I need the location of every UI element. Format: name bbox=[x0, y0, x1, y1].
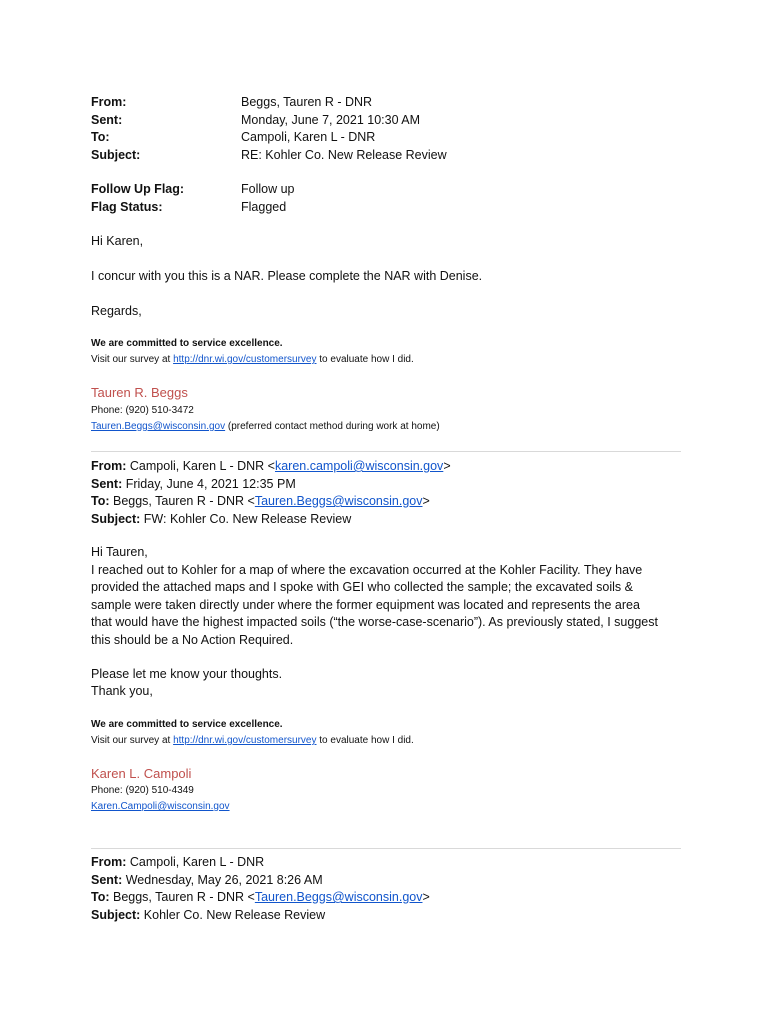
fwd1-header bbox=[91, 458, 451, 528]
msg2-thanks: Thank you, bbox=[91, 684, 153, 698]
msg2-commitment bbox=[91, 717, 283, 733]
fwd1-from-email[interactable]: karen.campoli@wisconsin.gov bbox=[274, 459, 444, 473]
fwd1-to-close: > bbox=[422, 494, 430, 508]
divider bbox=[91, 848, 681, 849]
fwd2-subject-label: Subject: bbox=[91, 907, 141, 922]
header-flag-row bbox=[91, 181, 447, 199]
fwd2-from-value: Campoli, Karen L - DNR bbox=[126, 855, 265, 869]
msg2-line-4: that would have the highest impacted soils (“the worse-case-scenario”). As previously stated, I suggest bbox=[91, 615, 658, 629]
msg1-body: I concur with you this is a NAR. Please complete the NAR with Denise. bbox=[91, 269, 483, 283]
fwd1-to-row bbox=[91, 493, 451, 511]
header-sent-label: Sent: bbox=[91, 112, 123, 127]
fwd1-subject-label: Subject: bbox=[91, 511, 141, 526]
fwd1-from-row bbox=[91, 458, 451, 476]
msg1-survey-line bbox=[91, 352, 414, 368]
fwd2-to-close: > bbox=[422, 890, 430, 904]
fwd1-from-label: From: bbox=[91, 459, 127, 473]
msg1-closing: Regards, bbox=[91, 304, 142, 318]
msg1-signature-name: Tauren R. Beggs bbox=[91, 385, 188, 400]
fwd1-to-email[interactable]: Tauren.Beggs@wisconsin.gov bbox=[254, 494, 423, 508]
msg2-survey-line bbox=[91, 733, 414, 749]
header-status-label: Flag Status: bbox=[91, 199, 163, 214]
header-subject-label: Subject: bbox=[91, 147, 141, 162]
fwd2-from-row bbox=[91, 854, 430, 872]
msg1-signature-email[interactable]: Tauren.Beggs@wisconsin.gov bbox=[91, 421, 226, 432]
msg2-body bbox=[91, 544, 691, 649]
fwd2-to-row bbox=[91, 889, 430, 907]
msg2-survey-suffix: to evaluate how I did. bbox=[316, 735, 414, 746]
header-flag-label: Follow Up Flag: bbox=[91, 182, 185, 196]
msg1-signature-note: (preferred contact method during work at home) bbox=[225, 421, 440, 432]
fwd2-subject-row bbox=[91, 907, 430, 925]
msg1-survey-suffix: to evaluate how I did. bbox=[316, 354, 414, 365]
msg2-signature-phone: Phone: (920) 510-4349 bbox=[91, 785, 194, 796]
header-from-row bbox=[91, 94, 447, 112]
fwd1-subject-row bbox=[91, 511, 451, 529]
fwd2-sent-row bbox=[91, 872, 430, 890]
header-to-row bbox=[91, 129, 447, 147]
header-from-label: From: bbox=[91, 95, 127, 109]
msg2-line-3: sample were taken directly under where the former equipment was located and represents the area bbox=[91, 597, 640, 612]
header-subject-row bbox=[91, 147, 447, 165]
msg2-signature-name: Karen L. Campoli bbox=[91, 766, 192, 781]
header-to-label: To: bbox=[91, 130, 110, 144]
fwd1-sent-value: Friday, June 4, 2021 12:35 PM bbox=[122, 476, 296, 491]
msg1-commitment-text: We are committed to service excellence. bbox=[91, 338, 283, 349]
msg1-survey-prefix: Visit our survey at bbox=[91, 354, 174, 365]
header-sent-row bbox=[91, 112, 447, 130]
msg2-line-2: provided the attached maps and I spoke with GEI who collected the sample; the excavated soils & bbox=[91, 580, 633, 594]
msg1-signature-email-line bbox=[91, 419, 440, 435]
header-sent-value: Monday, June 7, 2021 10:30 AM bbox=[241, 112, 421, 127]
fwd2-to-label: To: bbox=[91, 890, 110, 904]
msg2-line-1: I reached out to Kohler for a map of where the excavation occurred at the Kohler Facility. They have bbox=[91, 562, 643, 577]
fwd2-from-label: From: bbox=[91, 855, 127, 869]
msg2-signature-email[interactable]: Karen.Campoli@wisconsin.gov bbox=[91, 801, 230, 812]
fwd2-sent-label: Sent: bbox=[91, 872, 123, 887]
fwd1-from-close: > bbox=[443, 459, 451, 473]
fwd2-to-email[interactable]: Tauren.Beggs@wisconsin.gov bbox=[254, 890, 423, 904]
fwd2-sent-value: Wednesday, May 26, 2021 8:26 AM bbox=[122, 872, 323, 887]
fwd1-from-value: Campoli, Karen L - DNR < bbox=[126, 459, 275, 473]
header-status-value: Flagged bbox=[241, 199, 287, 214]
msg2-line-5: this should be a No Action Required. bbox=[91, 632, 294, 647]
msg2-greeting: Hi Tauren, bbox=[91, 545, 148, 559]
fwd1-to-label: To: bbox=[91, 494, 110, 508]
fwd1-to-value: Beggs, Tauren R - DNR < bbox=[109, 494, 255, 508]
msg1-survey-link[interactable]: http://dnr.wi.gov/customersurvey bbox=[173, 354, 317, 365]
msg1-greeting: Hi Karen, bbox=[91, 234, 144, 248]
header-flag-value: Follow up bbox=[241, 182, 295, 196]
msg1-signature-phone: Phone: (920) 510-3472 bbox=[91, 405, 194, 416]
header-to-value: Campoli, Karen L - DNR bbox=[241, 130, 376, 144]
msg2-signature-email-line bbox=[91, 799, 230, 815]
header-subject-value: RE: Kohler Co. New Release Review bbox=[241, 147, 447, 162]
header-from-value: Beggs, Tauren R - DNR bbox=[241, 95, 373, 109]
header-status-row bbox=[91, 199, 447, 217]
msg2-survey-prefix: Visit our survey at bbox=[91, 735, 174, 746]
fwd2-to-value: Beggs, Tauren R - DNR < bbox=[109, 890, 255, 904]
divider bbox=[91, 451, 681, 452]
fwd2-header bbox=[91, 854, 430, 924]
msg2-survey-link[interactable]: http://dnr.wi.gov/customersurvey bbox=[173, 735, 317, 746]
email-header bbox=[91, 94, 447, 216]
fwd1-subject-value: FW: Kohler Co. New Release Review bbox=[140, 511, 352, 526]
msg1-commitment bbox=[91, 336, 283, 352]
fwd2-subject-value: Kohler Co. New Release Review bbox=[140, 907, 326, 922]
msg2-thoughts: Please let me know your thoughts. bbox=[91, 667, 283, 681]
msg2-commitment-text: We are committed to service excellence. bbox=[91, 719, 283, 730]
fwd1-sent-row bbox=[91, 476, 451, 494]
fwd1-sent-label: Sent: bbox=[91, 476, 123, 491]
